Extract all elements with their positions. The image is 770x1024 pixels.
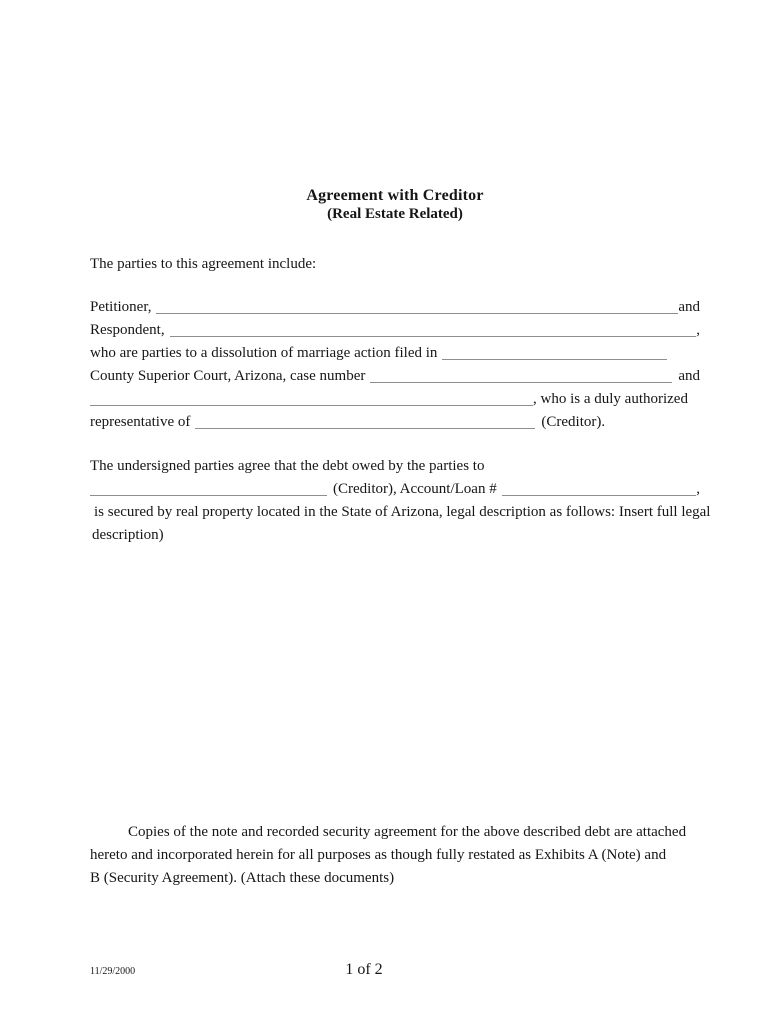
debt-line-2 — [90, 478, 700, 501]
document-subtitle: (Real Estate Related) — [327, 206, 463, 222]
debt-creditor-field[interactable] — [90, 483, 327, 496]
exhibits-text-1: Copies of the note and recorded security agreement for the above described debt are attached — [128, 824, 687, 840]
exhibits-clause — [90, 821, 700, 890]
exhibits-line-1 — [90, 821, 700, 844]
petitioner-label: Petitioner, — [90, 299, 152, 315]
creditor-account-text: (Creditor), Account/Loan # — [333, 481, 497, 497]
petitioner-name-field[interactable] — [156, 301, 678, 314]
debt-line-4 — [90, 524, 700, 547]
debt-clause — [90, 455, 711, 547]
debt-line-1 — [90, 455, 700, 478]
representative-label: representative of — [90, 414, 191, 430]
page-number: 1 of 2 — [345, 961, 383, 978]
debt-line-3 — [90, 501, 711, 524]
debt-text-3: is secured by real property located in the State of Arizona, legal description as follows: Insert full legal — [94, 504, 711, 520]
title-block — [90, 186, 700, 222]
court-line — [90, 365, 700, 388]
authorized-suffix: , who is a duly authorized — [533, 391, 688, 407]
debt-text-4: description) — [92, 527, 164, 543]
respondent-label: Respondent, — [90, 322, 165, 338]
authorized-line — [90, 388, 700, 411]
court-text: County Superior Court, Arizona, case number — [90, 368, 366, 384]
case-number-field[interactable] — [370, 370, 672, 383]
exhibits-line-3 — [90, 867, 700, 890]
footer-date: 11/29/2000 — [90, 966, 136, 977]
county-field[interactable] — [442, 347, 667, 360]
document-title: Agreement with Creditor — [306, 187, 484, 204]
creditor-name-field[interactable] — [195, 416, 535, 429]
exhibits-text-2: hereto and incorporated herein for all purposes as though fully restated as Exhibits A (Note) and — [90, 847, 667, 863]
court-suffix: and — [678, 368, 700, 384]
respondent-line — [90, 319, 700, 342]
debt-line-2-suffix: , — [696, 481, 700, 497]
representative-suffix: (Creditor). — [541, 414, 606, 430]
respondent-suffix: , — [696, 322, 700, 338]
party-clause — [90, 296, 700, 434]
petitioner-suffix: and — [678, 299, 700, 315]
representative-line — [90, 411, 700, 434]
dissolution-line — [90, 342, 700, 365]
debt-text-1: The undersigned parties agree that the debt owed by the parties to — [90, 458, 485, 474]
account-loan-number-field[interactable] — [502, 483, 697, 496]
exhibits-text-3: B (Security Agreement). (Attach these documents) — [90, 870, 395, 886]
respondent-name-field[interactable] — [170, 324, 697, 337]
petitioner-line — [90, 296, 700, 319]
authorized-person-field[interactable] — [90, 393, 533, 406]
intro-line: The parties to this agreement include: — [90, 256, 317, 272]
exhibits-line-2 — [90, 844, 700, 867]
dissolution-text: who are parties to a dissolution of marriage action filed in — [90, 345, 438, 361]
